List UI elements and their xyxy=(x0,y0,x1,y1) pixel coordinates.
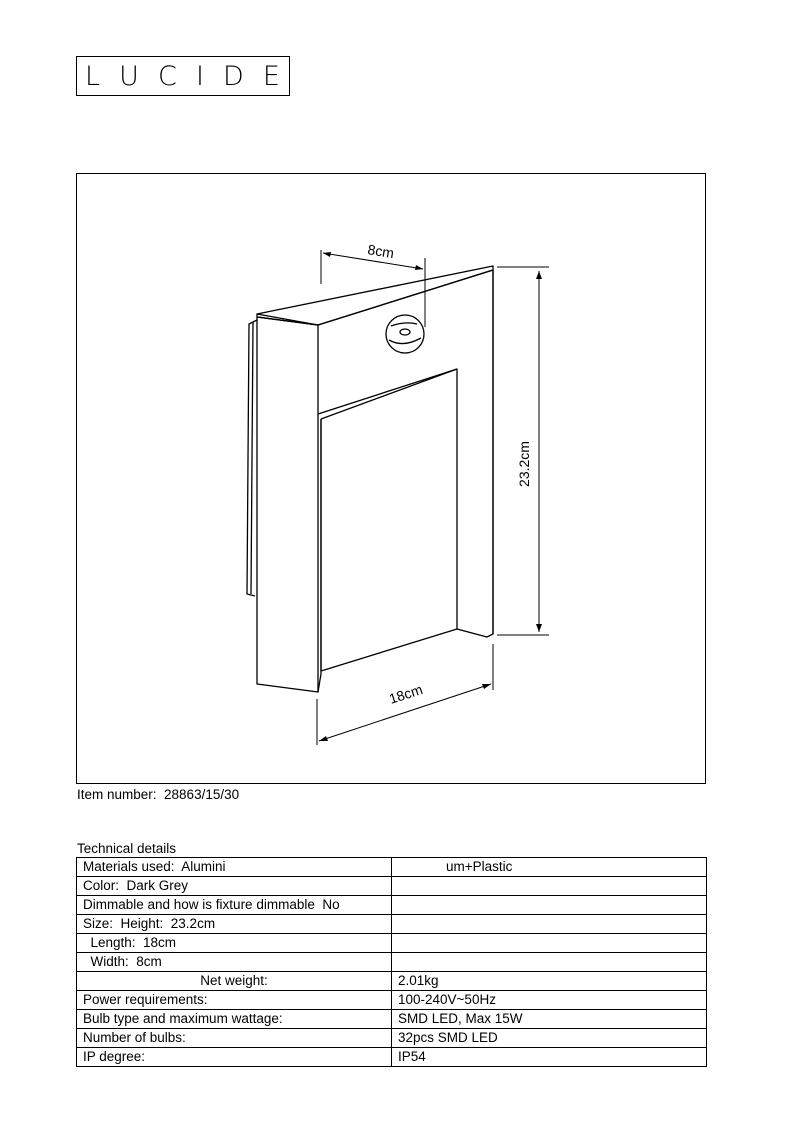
logo-letter: D xyxy=(222,60,245,92)
spec-label: Net weight: xyxy=(77,972,392,991)
table-row xyxy=(77,1010,707,1029)
spec-value: 100-240V~50Hz xyxy=(392,991,707,1010)
spec-value xyxy=(392,934,707,953)
length-dimension-label: 18cm xyxy=(386,681,425,707)
item-number: Item number: 28863/15/30 xyxy=(77,787,240,802)
spec-value xyxy=(392,915,707,934)
logo-letter: U xyxy=(119,60,140,92)
table-row xyxy=(77,934,707,953)
product-line-drawing xyxy=(77,174,707,785)
table-row xyxy=(77,953,707,972)
spec-label: Size: Height: 23.2cm xyxy=(77,915,392,934)
logo-letter: L xyxy=(85,60,102,92)
width-dimension-label: 8cm xyxy=(366,241,396,262)
spec-value: 2.01kg xyxy=(392,972,707,991)
logo-letter: E xyxy=(262,60,281,92)
spec-value: SMD LED, Max 15W xyxy=(392,1010,707,1029)
spec-label: IP degree: xyxy=(77,1048,392,1067)
spec-label: Materials used: Alumini xyxy=(77,858,392,877)
brand-logo xyxy=(76,56,290,96)
table-row xyxy=(77,1048,707,1067)
spec-label: Width: 8cm xyxy=(77,953,392,972)
table-row xyxy=(77,991,707,1010)
spec-label: Color: Dark Grey xyxy=(77,877,392,896)
height-dimension-label: 23.2cm xyxy=(516,441,532,487)
spec-value xyxy=(392,896,707,915)
table-row xyxy=(77,915,707,934)
spec-label: Number of bulbs: xyxy=(77,1029,392,1048)
table-row xyxy=(77,1029,707,1048)
spec-value xyxy=(392,877,707,896)
spec-value xyxy=(392,953,707,972)
spec-label: Power requirements: xyxy=(77,991,392,1010)
table-row xyxy=(77,877,707,896)
logo-letter: C xyxy=(158,60,178,92)
table-row xyxy=(77,858,707,877)
logo-letters xyxy=(76,59,290,93)
table-row xyxy=(77,972,707,991)
technical-details-title: Technical details xyxy=(77,841,177,856)
spec-value: 32pcs SMD LED xyxy=(392,1029,707,1048)
technical-details-table xyxy=(76,857,707,1067)
table-row xyxy=(77,896,707,915)
logo-letter: I xyxy=(195,60,205,92)
spec-value: IP54 xyxy=(392,1048,707,1067)
technical-drawing-frame xyxy=(76,173,706,784)
spec-label: Dimmable and how is fixture dimmable No xyxy=(77,896,392,915)
spec-label: Length: 18cm xyxy=(77,934,392,953)
spec-value: um+Plastic xyxy=(392,858,707,877)
spec-label: Bulb type and maximum wattage: xyxy=(77,1010,392,1029)
